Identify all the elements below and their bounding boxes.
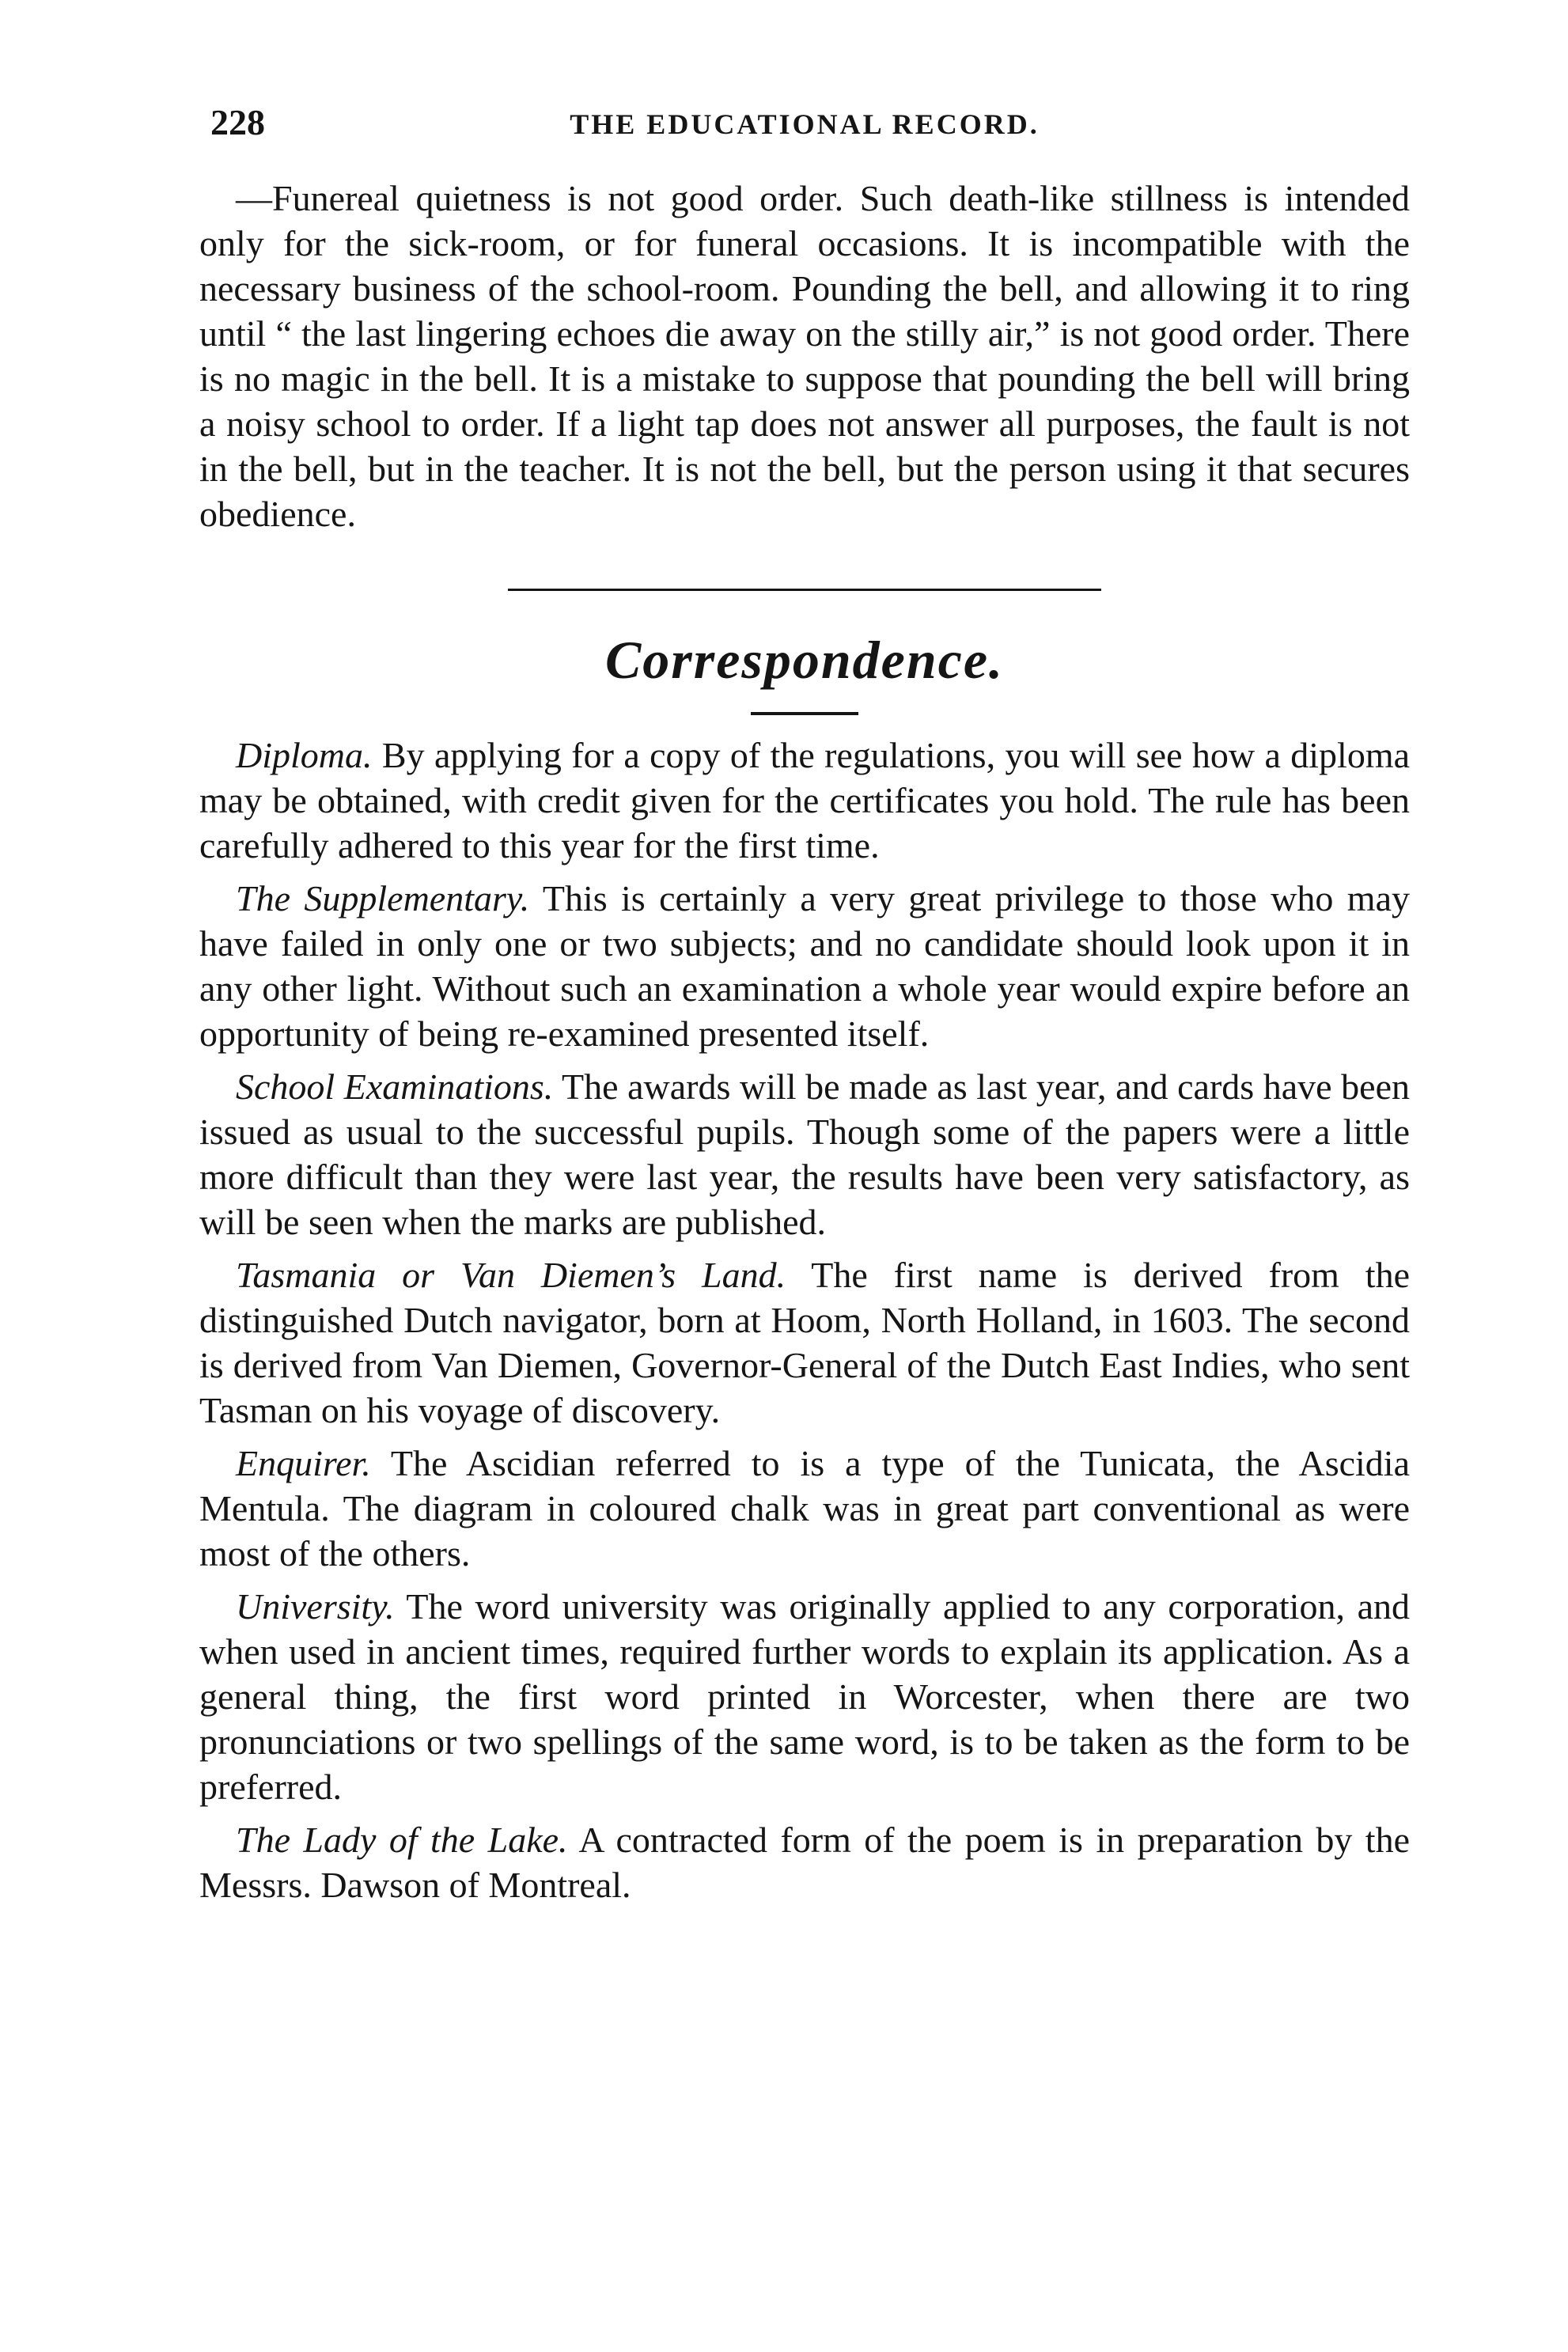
entry-body: A contracted form of the poem is in preparation by the Messrs. Dawson of Montreal. — [199, 1820, 1410, 1905]
correspondence-entry — [199, 876, 1410, 1056]
correspondence-entry — [199, 1817, 1410, 1907]
title-underline — [751, 712, 858, 715]
entry-title: Tasmania or Van Diemen’s Land. — [236, 1255, 786, 1295]
entry-title: School Examinations. — [236, 1066, 554, 1107]
page-header — [199, 101, 1410, 157]
entry-title: The Supplementary. — [236, 878, 530, 918]
entry-body: The first name is derived from the distinguished Dutch navigator, born at Hoom, North Holland, in 1603. The second is derived from Van Diemen, Governor-General of the Dutch East Indies, who sent Tasman on his voyage of discovery. — [199, 1255, 1411, 1430]
correspondence-list — [199, 733, 1410, 1907]
page — [199, 101, 1410, 1915]
section-divider — [508, 589, 1101, 591]
intro-paragraph: —Funereal quietness is not good order. Such death-like stillness is intended only for the sick-room, or for funeral occasions. It is incompatible with the necessary business of the school-room. Pounding the bell, and allowing it to ring until “ the last lingering echoes die away on the stilly air,” is not good order. There is no magic in the bell. It is a mistake to suppose that pounding the bell will bring a noisy school to order. If a light tap does not answer all purposes, the fault is not in the bell, but in the teacher. It is not the bell, but the person using it that secures obedience. — [199, 178, 1410, 534]
entry-title: Diploma. — [236, 735, 373, 775]
entry-title: Enquirer. — [236, 1443, 371, 1483]
entry-body: The Ascidian referred to is a type of the Tunicata, the Ascidia Mentula. The diagram in coloured chalk was in great part conventional as were most of the others. — [199, 1443, 1410, 1574]
entry-title: The Lady of the Lake. — [236, 1820, 568, 1860]
entry-body: The awards will be made as last year, and cards have been issued as usual to the successful pupils. Though some of the papers were a little more difficult than they were last year, the results have been very satisfactory, as will be seen when the marks are published. — [199, 1066, 1410, 1242]
entry-body: The word university was originally applied to any corporation, and when used in ancient times, required further words to explain its application. As a general thing, the first word printed in Worcester, when there are two pronunciations or two spellings of the same word, is to be taken as the form to be preferred. — [199, 1586, 1411, 1807]
correspondence-entry — [199, 1441, 1410, 1576]
entry-body: By applying for a copy of the regulations, you will see how a diploma may be obtained, with credit given for the certificates you hold. The rule has been carefully adhered to this year for the first time. — [199, 735, 1411, 865]
correspondence-entry — [199, 1252, 1410, 1433]
page-number: 228 — [210, 102, 265, 142]
running-head: THE EDUCATIONAL RECORD. — [570, 108, 1040, 140]
correspondence-entry — [199, 1064, 1410, 1244]
correspondence-entry — [199, 733, 1410, 868]
section-title: Correspondence. — [604, 630, 1005, 690]
correspondence-entry — [199, 1584, 1410, 1809]
entry-title: University. — [236, 1586, 395, 1627]
entry-body: This is certainly a very great privilege to those who may have failed in only one or two subjects; and no candidate should look upon it in any other light. Without such an examination a whole year would expire before an opportunity of being re-examined presented itself. — [199, 878, 1410, 1054]
